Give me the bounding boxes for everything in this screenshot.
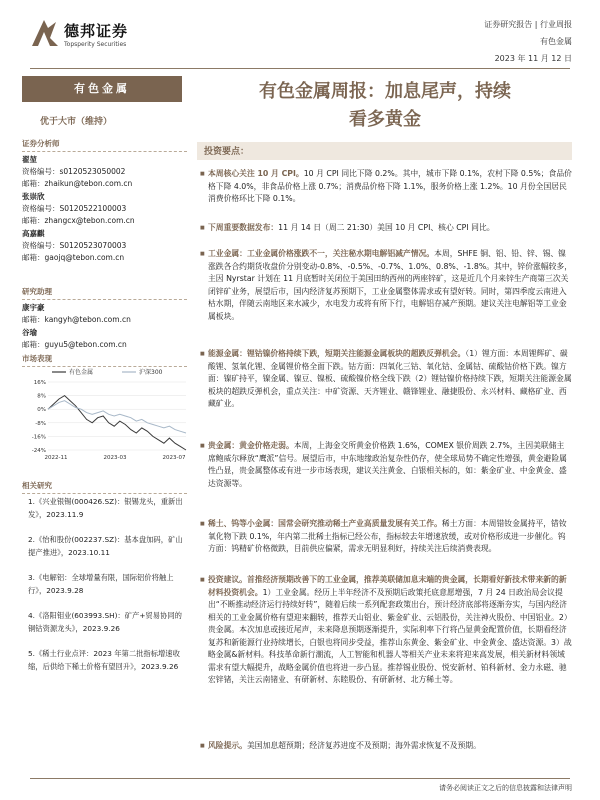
- market-performance-chart: [22, 366, 190, 464]
- bullet-head: 稀土、钨等小金属：国常会研究推动稀土产业高质量发展有关工作。: [208, 519, 442, 528]
- analyst-email[interactable]: 邮箱：gaojq@tebon.com.cn: [22, 253, 125, 262]
- y-tick-label: 8%: [37, 393, 46, 400]
- ref-item[interactable]: 5.《稀土行业点评：2023 年第二批指标增速收缩，后供给下稀土价格有望回升》，2023.9.26: [28, 649, 180, 671]
- refs-heading: 相关研究: [22, 480, 187, 494]
- bullet-head: 下周重要数据发布：: [208, 223, 279, 232]
- legend-label: 有色金属: [69, 369, 94, 376]
- ref-item[interactable]: 4.《洛阳钼业(603993.SH)：矿产+贸易协同的铜钴资源龙头》，2023.9.26: [28, 611, 182, 633]
- series-line: [48, 401, 186, 433]
- assistant-heading: 研究助理: [22, 286, 187, 300]
- analyst-name: 张崇欣: [22, 192, 45, 201]
- key-points-bar: [197, 142, 572, 160]
- bullet-text: 美国加息超预期；经济复苏进度不及预期；海外需求恢复不及预期。: [246, 741, 481, 750]
- bullet-text: 1）工业金属。经历上半年经济不及预期后政策托底意愿增强，7 月 24 日政治局会议提出“不断推动经济运行持续好转”，随着后续一系列配套政策出台，预计经济底部将逐渐夯实，与国内经济相关的工业金属价格有望迎来翻转，推荐天山铝业、紫金矿业、云铝股份，关注神火股份、中国铝业。2）贵金属。本次加息或接近尾声，未来降息预期逐渐提升，实际利率下行将凸显黄金配置价值，长期看经济复苏和新能源行业持续增长，白银也将同步受益，推荐山东黄金、紫金矿业、中金黄金、盛达资源。3）战略金属&新材料。科技革命新行潮流，人工智能和机器人等相关产业未来将迎来高发展，相关新材料领域需求有望大幅提升，战略金属价值也将进一步凸显。推荐锡业股份、悦安新材、铂科新材、金力永磁、驰宏锌锗，关注云南锗业、有研新材、东睦股份、有研新材、北方稀土等。: [208, 587, 572, 684]
- bullet-item: [200, 168, 572, 206]
- x-tick-label: 2023-03: [103, 455, 127, 461]
- report-title: [200, 78, 570, 134]
- analyst-email[interactable]: 邮箱：zhangcx@tebon.com.cn: [22, 216, 135, 225]
- bullet-head: 风险提示。: [208, 741, 247, 750]
- bullet-head: 贵金属：黄金价格走弱。: [208, 441, 294, 450]
- bullet-item: [200, 440, 572, 490]
- header-sector: 有色金属: [540, 37, 572, 46]
- assistant-email[interactable]: 邮箱：guyu5@tebon.com.cn: [22, 340, 127, 349]
- bullet-text: 稀土方面：本周错钕金属持平，错钕氧化物下跌 0.1%，年内第二批稀土指标已经公布，指标较去年增速放缓，或对价格形成进一步催化。钨方面：钨精矿价格微跌，目前供应偏紧，需求无明显利好，持续关注后续消费表现。: [208, 519, 567, 553]
- title-line: 有色金属周报：加息尾声，持续: [259, 81, 511, 102]
- bullet-item: [200, 248, 572, 323]
- logo-text-cn: 德邦证券: [64, 22, 129, 40]
- ref-item[interactable]: 3.《电解铝：全球增量有限，国际铝价将触上行》，2023.9.28: [28, 573, 174, 595]
- header-divider: [30, 68, 570, 69]
- assistant-email[interactable]: 邮箱：kangyh@tebon.com.cn: [22, 315, 131, 324]
- analyst-cert: 资格编号：s0120523050002: [22, 167, 126, 176]
- y-tick-label: -16%: [31, 434, 46, 441]
- ref-item[interactable]: 1.《兴业银锡(000426.SZ)：银锡龙头，重新出发》，2023.11.9: [28, 497, 183, 519]
- x-tick-label: 2022-11: [44, 455, 68, 461]
- bullet-head: 本周核心关注 10 月 CPI。: [208, 169, 304, 178]
- y-tick-label: 16%: [33, 380, 46, 386]
- report-date: 2023 年 11 月 12 日: [494, 54, 572, 63]
- bullet-item: [200, 518, 572, 556]
- bullet-item: [200, 574, 572, 687]
- title-line: 看多黄金: [349, 109, 421, 130]
- footer-disclaimer: 请务必阅读正文之后的信息披露和法律声明: [439, 784, 572, 792]
- analyst-name: 高嘉麒: [22, 229, 45, 238]
- analyst-cert: 资格编号：S0120523070003: [22, 241, 127, 250]
- legend-label: 沪深300: [139, 369, 163, 376]
- analyst-email[interactable]: 邮箱：zhaikun@tebon.com.cn: [22, 179, 133, 188]
- left-sidebar: [22, 76, 187, 796]
- ref-item[interactable]: 2.《怡和股份(002237.SZ)：基本盘加码，矿山提产推进》，2023.10.11: [28, 535, 183, 557]
- header-meta: [372, 16, 572, 67]
- sector-badge: 有色金属: [22, 76, 182, 102]
- bullet-text: （1）锂方面：本周锂辉矿、碳酸锂、氢氧化锂、金属锂价格全面下跌。钴方面：四氧化三钴、氧化钴、金属钴、硫酸钴价格下跌。镍方面：镍矿持平，镍金属、镍豆、镍板、硫酸镍价格全线下跌（2）锂钴镍价格持续下跌，短期关注能源金属板块的超跌反弹机会，重点关注：中矿资源、天齐锂业、赣锋锂业、融捷股份、永兴材料、藏格矿业、西藏矿业。: [208, 349, 572, 408]
- analyst-cert: 资格编号：S0120522100003: [22, 204, 127, 213]
- market-heading: 市场表现: [22, 353, 187, 367]
- assistant-name: 康宇豪: [22, 303, 45, 312]
- logo-icon: [30, 16, 60, 50]
- y-tick-label: -8%: [35, 420, 46, 427]
- bullet-item: [200, 740, 572, 753]
- assistant-name: 谷瑜: [22, 328, 37, 337]
- bullet-text: 本周，上海金交所黄金价格跌 1.6%，COMEX 银价周跌 2.7%，主因美联储主席鲍威尔释放“鹰派”信号。展望后市，中东地缘政治复杂性仍存，使全球局势不确定性增强，黄金避险属性凸显，贵金属整体或有进一步市场表现，建议关注黄金、白银相关标的，如：紫金矿业、中金黄金、盛达资源等。: [208, 441, 567, 488]
- analyst-heading: 证券分析师: [22, 138, 187, 152]
- bullet-item: [200, 348, 572, 411]
- rating: 优于大市（维持）: [40, 117, 113, 127]
- bullet-text: 11 月 14 日（周二 21:30）美国 10 月 CPI、核心 CPI 同比。: [278, 223, 495, 232]
- bullet-text: 10 月 CPI 同比下降 0.2%。其中，城市下降 0.1%，农村下降 0.5%；食品价格下降 4.0%，非食品价格上涨 0.7%；消费品价格下降 1.1%，服务价格上涨 1.2%。10 月份全国居民消费价格环比下降 0.1%。: [208, 169, 572, 203]
- report-header: [0, 0, 600, 72]
- x-tick-label: 2023-07: [162, 455, 186, 461]
- bullet-item: [200, 222, 572, 235]
- bullet-text: 本周，SHFE 铜、铝、铅、锌、锡、镍涨跌各合约期货收盘价分别变动-0.8%、-0.5%、-0.7%、1.0%、0.8%、-1.8%。其中，锌价涨幅较多，主因 Nyrstar 计划在 11 月底暂时关闭位于美国田纳西州的两座锌矿，这是近几个月来锌生产商第三次关闭锌矿业务，展望后市，国内经济复苏预期下，工业金属整体需求或有望好转。同时，第四季度云南进入枯水期，伴随云南地区来水减少，水电发力或将有所下行，电解铝存减产预期。建议关注电解铝等工业金属板块。: [208, 249, 573, 321]
- bullet-head: 能源金属：锂钴镍价格持续下跌，短期关注能源金属板块的超跌反弹机会。: [208, 349, 466, 358]
- analyst-name: 翟堃: [22, 155, 37, 164]
- y-tick-label: 0%: [37, 407, 46, 414]
- bullet-head: 投资建议。首推经济预期改善下的工业金属，推荐美联储加息末端的贵金属，长期看好新技术带来新的新材料投资机会。: [208, 575, 567, 597]
- bullet-head: 工业金属：工业金属价格涨跌不一，关注秘水期电解铝减产情况。: [208, 249, 435, 258]
- report-type: 证券研究报告 | 行业周报: [484, 20, 572, 29]
- y-tick-label: -24%: [31, 448, 46, 454]
- footer-divider: [30, 778, 570, 779]
- logo-text-en: Topsperity Securities: [64, 41, 127, 48]
- key-points-label: 投资要点：: [204, 147, 250, 157]
